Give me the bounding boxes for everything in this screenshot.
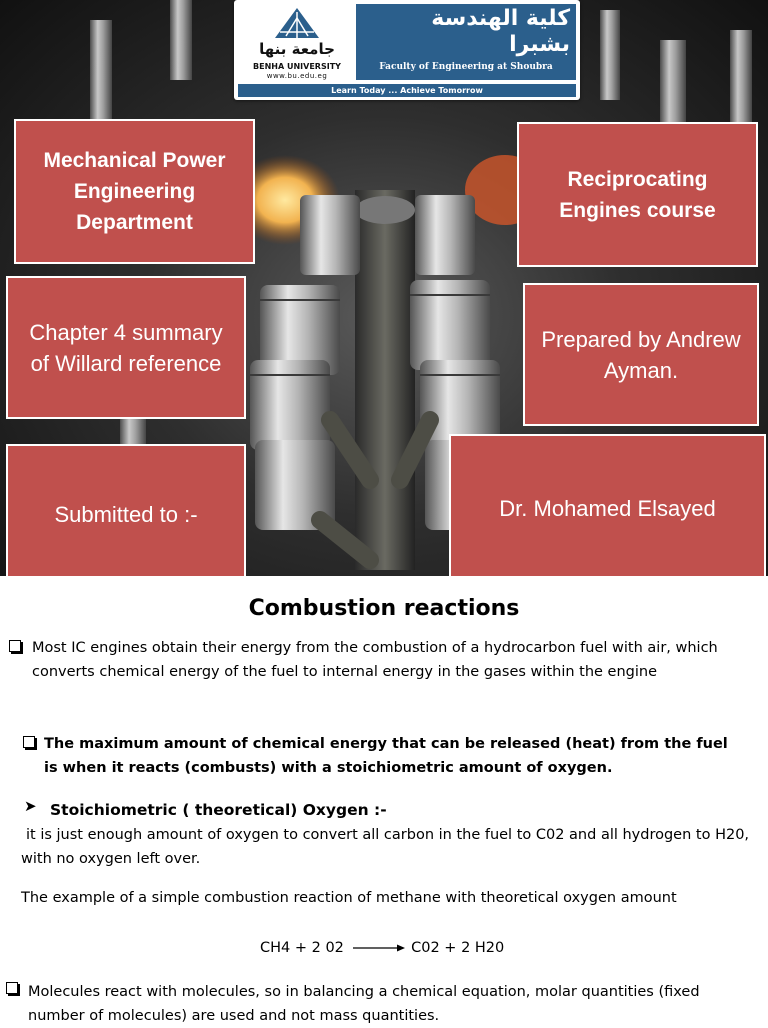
submitted-to-text: Submitted to :-: [54, 501, 198, 527]
course-box: [517, 122, 758, 267]
bullet-maximum-energy: The maximum amount of chemical energy that can be released (heat) from the fuel is when it reacts (combusts) with a stoichiometric amount of oxygen.: [44, 736, 728, 776]
university-logo-banner: [234, 0, 580, 100]
content-slide: [0, 576, 768, 1024]
faculty-name-english: Faculty of Engineering at Shoubra: [379, 62, 553, 72]
chapter-text: Chapter 4 summary of Willard reference: [29, 319, 223, 376]
arrow-bullet-icon: ➤: [24, 797, 37, 815]
submitted-to-box: [6, 444, 246, 576]
equation-products: C02 + 2 H20: [411, 940, 505, 956]
course-text: Reciprocating Engines course: [559, 167, 716, 222]
faculty-logo-panel: [356, 4, 576, 80]
equation-reactants: CH4 + 2 02: [260, 940, 344, 956]
doctor-name-text: Dr. Mohamed Elsayed: [499, 496, 716, 521]
checkbox-bullet-icon: [23, 736, 35, 748]
bullet-ic-engines: Most IC engines obtain their energy from the combustion of a hydrocarbon fuel with air, which converts chemical energy of the fuel to internal energy in the gases within the engine: [32, 640, 718, 680]
doctor-box: [449, 434, 766, 576]
prepared-by-text: Prepared by Andrew Ayman.: [541, 326, 741, 383]
stoichiometric-subheading: Stoichiometric ( theoretical) Oxygen :-: [50, 801, 387, 819]
chapter-box: [6, 276, 246, 419]
prepared-by-box: [523, 283, 759, 426]
checkbox-bullet-icon: [9, 640, 21, 652]
department-text: Mechanical Power Engineering Department: [43, 149, 226, 234]
pyramid-emblem-icon: [272, 6, 322, 40]
logo-tagline: Learn Today ... Achieve Tomorrow: [238, 84, 576, 97]
methane-example-text: The example of a simple combustion reaction of methane with theoretical oxygen amount: [21, 890, 677, 906]
stoichiometric-definition: it is just enough amount of oxygen to convert all carbon in the fuel to C02 and all hydrogen to H20, with no oxygen left over.: [21, 827, 750, 867]
reaction-arrow-icon: [349, 942, 407, 954]
university-name-arabic: جامعة بنها: [259, 40, 335, 58]
benha-university-logo: [238, 4, 356, 80]
bullet-molar-quantities: Molecules react with molecules, so in balancing a chemical equation, molar quantities (fixed number of molecules) are used and not mass quantities.: [28, 984, 700, 1024]
department-box: [14, 119, 255, 264]
faculty-name-arabic: كلية الهندسة بشبرا: [431, 6, 570, 57]
methane-combustion-equation: [260, 940, 504, 956]
university-name-english: BENHA UNIVERSITY: [253, 62, 341, 71]
content-title: Combustion reactions: [248, 596, 520, 621]
university-website: www.bu.edu.eg: [266, 72, 328, 80]
checkbox-bullet-icon: [6, 982, 18, 994]
